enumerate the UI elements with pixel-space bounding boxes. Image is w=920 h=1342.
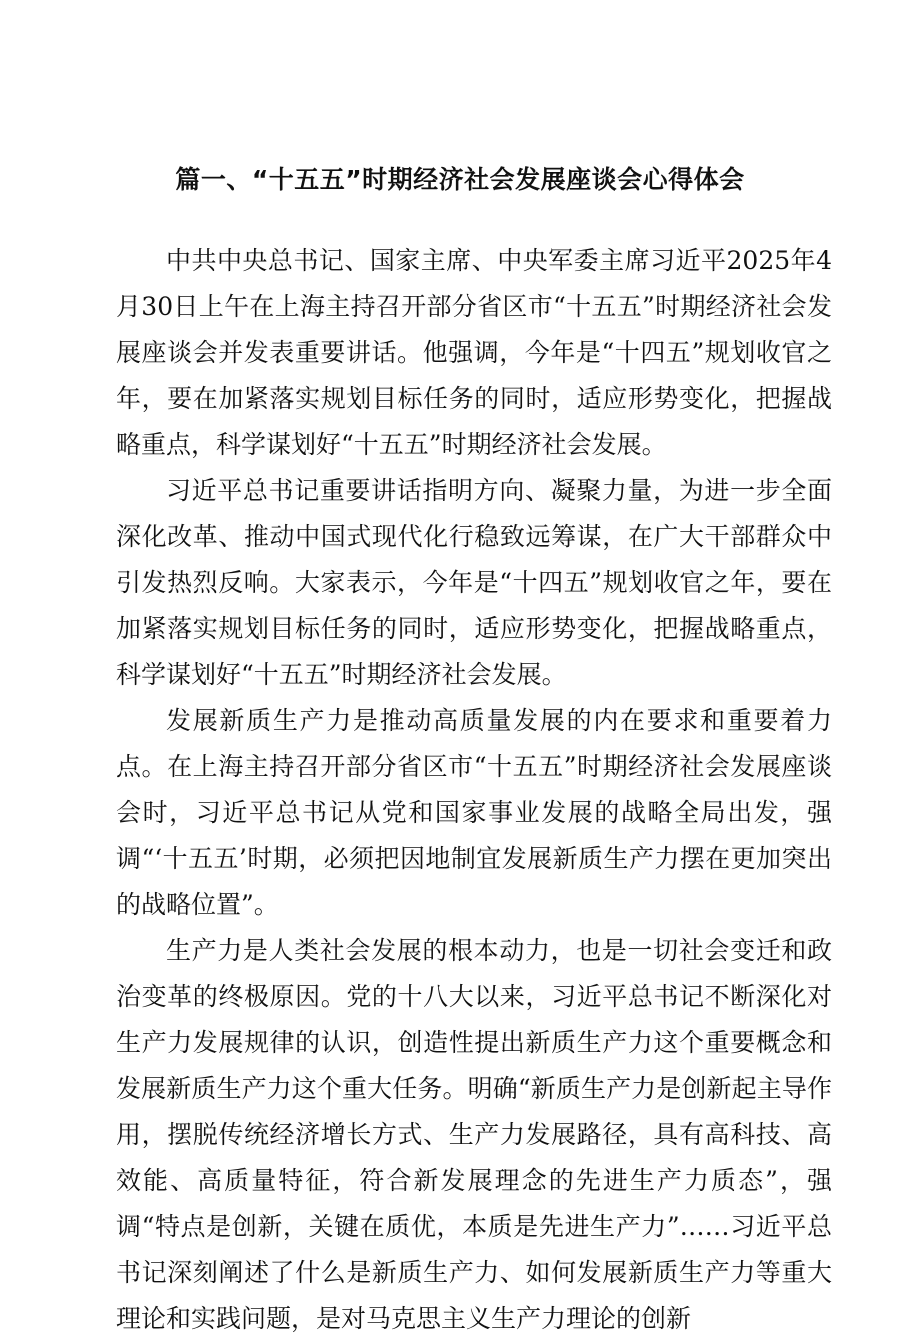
paragraph: 发展新质生产力是推动高质量发展的内在要求和重要着力点。在上海主持召开部分省区市“十五五”时期经济社会发展座谈会时，习近平总书记从党和国家事业发展的战略全局出发，强调“‘十五五’时期，必须把因地制宜发展新质生产力摆在更加突出的战略位置”。 [116,706,832,919]
paragraph: 中共中央总书记、国家主席、中央军委主席习近平2025年4月30日上午在上海主持召开部分省区市“十五五”时期经济社会发展座谈会并发表重要讲话。他强调，今年是“十四五”规划收官之年，要在加紧落实规划目标任务的同时，适应形势变化，把握战略重点，科学谋划好“十五五”时期经济社会发展。 [116,246,832,459]
document-body [116,238,832,1342]
document-title: 篇一、“十五五”时期经济社会发展座谈会心得体会 [175,165,745,194]
paragraph: 习近平总书记重要讲话指明方向、凝聚力量，为进一步全面深化改革、推动中国式现代化行稳致远筹谋，在广大干部群众中引发热烈反响。大家表示，今年是“十四五”规划收官之年，要在加紧落实规划目标任务的同时，适应形势变化，把握战略重点，科学谋划好“十五五”时期经济社会发展。 [116,476,832,689]
paragraph: 生产力是人类社会发展的根本动力，也是一切社会变迁和政治变革的终极原因。党的十八大以来，习近平总书记不断深化对生产力发展规律的认识，创造性提出新质生产力这个重要概念和发展新质生产力这个重大任务。明确“新质生产力是创新起主导作用，摆脱传统经济增长方式、生产力发展路径，具有高科技、高效能、高质量特征，符合新发展理念的先进生产力质态”，强调“特点是创新，关键在质优，本质是先进生产力”……习近平总书记深刻阐述了什么是新质生产力、如何发展新质生产力等重大理论和实践问题，是对马克思主义生产力理论的创新 [116,936,832,1333]
